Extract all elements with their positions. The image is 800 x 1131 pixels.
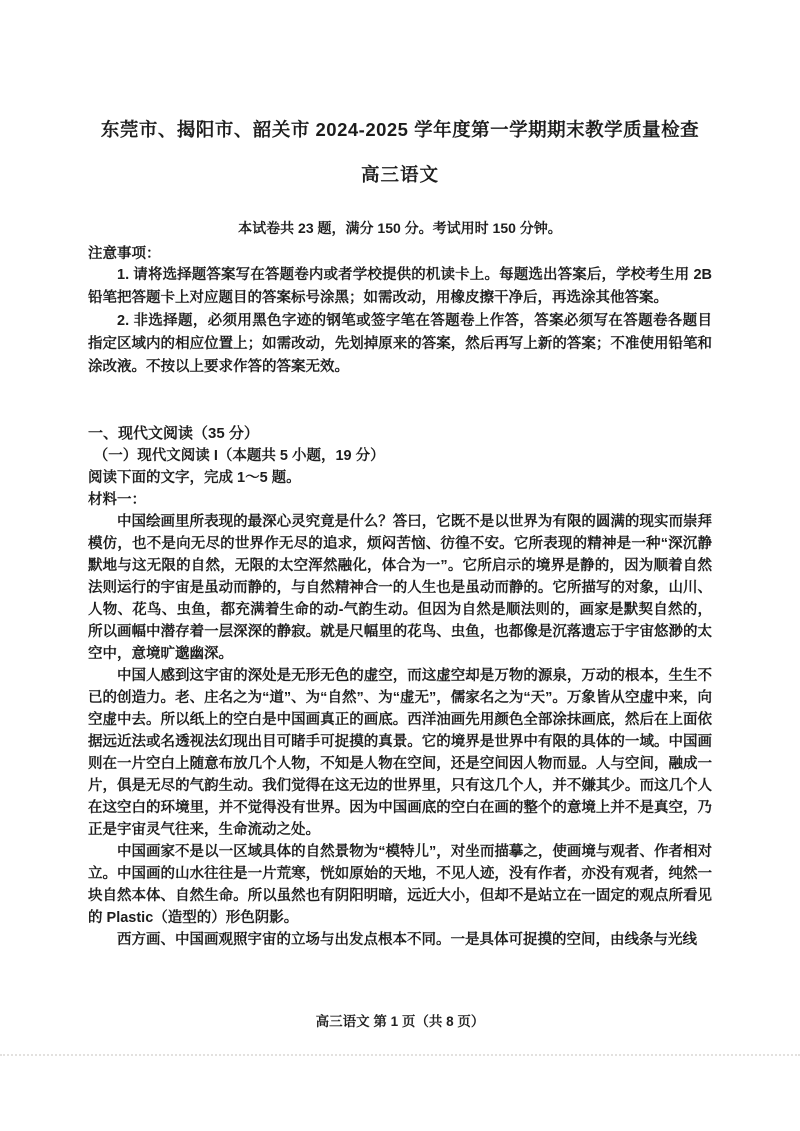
page-footer: 高三语文 第 1 页（共 8 页） [315, 1014, 485, 1029]
material-paragraph-4: 西方画、中国画观照宇宙的立场与出发点根本不同。一是具体可捉摸的空间，由线条与光线 [117, 932, 697, 948]
material-paragraph-1: 中国绘画里所表现的最深心灵究竟是什么？答曰，它既不是以世界为有限的圆满的现实而崇拜模仿，也不是向无尽的世界作无尽的追求，烦闷苦恼、彷徨不安。它所表现的精神是一种“深沉静默地与这无限的自然，无限的太空浑然融化，体合为一”。它所启示的境界是静的，因为顺着自然法则运行的宇宙是虽动而静的，与自然精神合一的人生也是虽动而静的。它所描写的对象，山川、人物、花鸟、虫鱼，都充满着生命的动-气韵生动。但因为自然是顺法则的，画家是默契自然的，所以画幅中潜存着一层深深的静寂。就是尺幅里的花鸟、虫鱼，也都像是沉落遗忘于宇宙悠渺的太空中，意境旷邈幽深。 [88, 514, 712, 662]
notice-item-2: 2. 非选择题，必须用黑色字迹的钢笔或签字笔在答题卷上作答，答案必须写在答题卷各题目指定区域内的相应位置上；如需改动，先划掉原来的答案，然后再写上新的答案；不准使用铅笔和涂改液。不按以上要求作答的答案无效。 [88, 313, 712, 375]
section-heading-modern-reading: 一、现代文阅读（35 分） [88, 425, 259, 442]
scan-artifact-line [0, 1054, 800, 1056]
notice-heading: 注意事项： [88, 246, 161, 262]
exam-subject-title: 高三语文 [360, 164, 439, 185]
exam-title: 东莞市、揭阳市、韶关市 2024-2025 学年度第一学期期末教学质量检查 [100, 119, 700, 140]
material-one-label: 材料一： [88, 492, 146, 508]
reading-instruction: 阅读下面的文字，完成 1～5 题。 [88, 470, 301, 486]
material-paragraph-3: 中国画家不是以一区域具体的自然景物为“模特儿”，对坐而描摹之，使画境与观者、作者相对立。中国画的山水往往是一片荒寒，恍如原始的天地，不见人迹，没有作者，亦没有观者，纯然一块自然本体、自然生命。所以虽然也有阴阳明暗，远近大小，但却不是站立在一固定的观点所看见的 Plastic（造型的）形色阴影。 [88, 844, 712, 926]
material-paragraph-2: 中国人感到这宇宙的深处是无形无色的虚空，而这虚空却是万物的源泉，万动的根本，生生不已的创造力。老、庄名之为“道”、为“自然”、为“虚无”，儒家名之为“天”。万象皆从空虚中来，向空虚中去。所以纸上的空白是中国画真正的画底。西洋油画先用颜色全部涂抹画底，然后在上面依据远近法或名透视法幻现出目可睹手可捉摸的真景。它的境界是世界中有限的具体的一域。中国画则在一片空白上随意布放几个人物，不知是人物在空间，还是空间因人物而显。人与空间，融成一片，俱是无尽的气韵生动。我们觉得在这无边的世界里，只有这几个人，并不嫌其少。而这几个人在这空白的环境里，并不觉得没有世界。因为中国画底的空白在画的整个的意境上并不是真空，乃正是宇宙灵气往来，生命流动之处。 [88, 668, 712, 838]
notice-item-1: 1. 请将选择题答案写在答题卷内或者学校提供的机读卡上。每题选出答案后，学校考生用 2B 铅笔把答题卡上对应题目的答案标号涂黑；如需改动，用橡皮擦干净后，再选涂其他答案。 [88, 267, 712, 306]
exam-info-line: 本试卷共 23 题，满分 150 分。考试用时 150 分钟。 [238, 220, 562, 236]
section-subheading-reading-1: （一）现代文阅读 I（本题共 5 小题，19 分） [93, 448, 385, 464]
